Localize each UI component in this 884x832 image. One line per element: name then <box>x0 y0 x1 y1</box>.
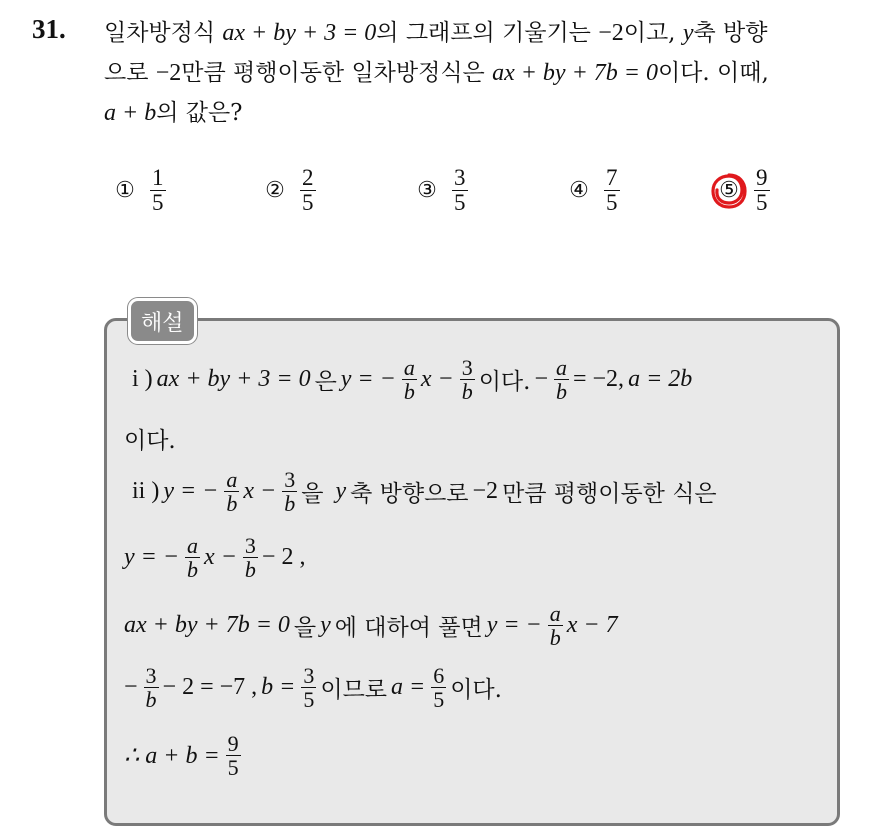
solution-text: 을 <box>301 481 324 508</box>
choice-marker: ⑤ <box>716 178 742 204</box>
equation: x − 7 <box>566 612 618 639</box>
question-line-1 <box>104 14 767 47</box>
equation: = −2, <box>572 366 625 393</box>
solution-tab: 해설 <box>128 298 197 344</box>
equation: − <box>124 674 138 701</box>
choice-marker: ④ <box>569 178 589 204</box>
fraction: $\frac{a}{b}$ <box>403 355 415 405</box>
equation: ax + by + 7b = 0 <box>492 60 658 86</box>
question-text: 일차방정식 <box>104 20 216 46</box>
solution-line-3 <box>124 468 721 515</box>
step-label: i ) <box>132 366 153 393</box>
shift-value: −2 <box>472 478 499 505</box>
solution-line-7 <box>124 732 245 779</box>
solution-line-2 <box>124 422 180 455</box>
fraction: $\frac{6}{5}$ <box>433 663 445 713</box>
fraction: $\frac{a}{b}$ <box>555 355 567 405</box>
axis-var: y <box>682 20 694 46</box>
solution-text: 이다. <box>478 369 531 396</box>
fraction: $\frac{a}{b}$ <box>549 601 561 651</box>
choice-fraction: $\frac{2}{5}$ <box>302 165 314 216</box>
choice-2[interactable] <box>262 166 318 215</box>
solution-text: 은 <box>314 369 337 396</box>
equation: x − <box>243 478 277 505</box>
question-text: 만큼 평행이동한 일차방정식은 <box>181 60 485 86</box>
solution-text: 축 방향으로 <box>350 481 469 508</box>
equation: y = − <box>124 544 180 571</box>
fraction: $\frac{3}{b}$ <box>145 663 157 713</box>
question-text: 이다. 이때, <box>657 60 769 86</box>
solution-line-6 <box>124 664 506 711</box>
equation: ∴ a + b = <box>124 743 220 770</box>
choice-marker: ① <box>115 178 135 204</box>
question-text: 의 그래프의 기울기는 <box>376 20 591 46</box>
expression: a + b <box>104 100 157 126</box>
equation: a = <box>391 674 426 701</box>
question-text: 축 방향 <box>693 20 768 46</box>
fraction: $\frac{9}{5}$ <box>227 731 239 781</box>
equation: x − <box>204 544 237 571</box>
choice-marker: ② <box>265 178 285 204</box>
axis-var: y <box>335 478 347 505</box>
question-text: 으로 <box>104 60 149 86</box>
equation: y = − <box>340 366 396 393</box>
equation: − 2 = −7 , <box>162 674 258 701</box>
question-text: 이고, <box>623 20 676 46</box>
equation: b = <box>261 674 296 701</box>
choice-fraction: $\frac{3}{5}$ <box>454 165 466 216</box>
equation: − 2 , <box>261 544 306 571</box>
solution-text: 이므로 <box>320 677 388 704</box>
equation: y = − <box>163 478 219 505</box>
fraction: $\frac{a}{b}$ <box>226 467 238 517</box>
solution-line-1 <box>124 356 696 403</box>
choice-4[interactable] <box>566 166 622 215</box>
answer-choices <box>0 166 884 230</box>
question-line-3 <box>104 94 243 127</box>
solution-line-4 <box>124 534 309 581</box>
choice-3[interactable] <box>414 166 470 215</box>
question-line-2 <box>104 54 769 87</box>
choice-marker: ③ <box>417 178 437 204</box>
solution-text: 이다. <box>450 677 502 704</box>
solution-text: 만큼 평행이동한 식은 <box>502 481 717 508</box>
equation: ax + by + 3 = 0 <box>156 366 311 393</box>
choice-5[interactable] <box>716 166 772 215</box>
fraction: $\frac{3}{b}$ <box>244 533 256 583</box>
choice-fraction: $\frac{7}{5}$ <box>606 165 618 216</box>
shift-value: −2 <box>155 60 182 86</box>
equation: ax + by + 3 = 0 <box>222 20 377 46</box>
equation: a = 2b <box>628 366 693 393</box>
question-number: 31. <box>32 14 66 44</box>
fraction: $\frac{a}{b}$ <box>187 533 199 583</box>
fraction: $\frac{3}{b}$ <box>284 467 296 517</box>
question-text: 의 값은? <box>156 100 243 126</box>
solution-text: 을 <box>293 615 317 642</box>
step-label: ii ) <box>132 478 160 505</box>
choice-1[interactable] <box>112 166 168 215</box>
equation: ax + by + 7b = 0 <box>124 612 290 639</box>
fraction: $\frac{3}{b}$ <box>461 355 473 405</box>
choice-fraction: $\frac{9}{5}$ <box>756 165 768 216</box>
solution-text: 이다. <box>124 428 176 454</box>
fraction: $\frac{3}{5}$ <box>303 663 315 713</box>
equation: x − <box>420 366 454 393</box>
slope-value: −2 <box>598 20 624 46</box>
choice-fraction: $\frac{1}{5}$ <box>152 165 164 216</box>
solution-text: 에 대하여 풀면 <box>334 615 483 642</box>
equation: y = − <box>486 612 542 639</box>
equation: − <box>534 366 548 393</box>
axis-var: y <box>320 612 331 639</box>
solution-line-5 <box>124 602 622 649</box>
